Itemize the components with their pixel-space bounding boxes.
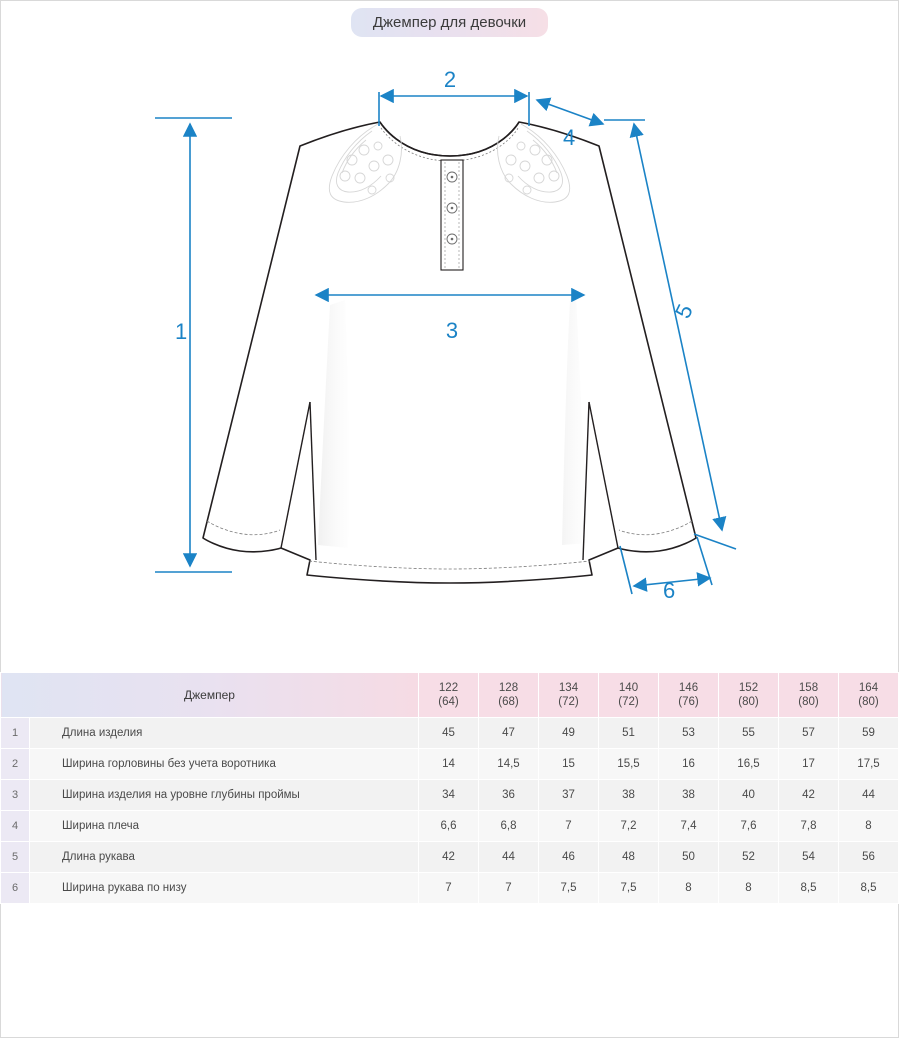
row-value: 8 bbox=[839, 811, 899, 842]
table-header-size-3: 140 (72) bbox=[599, 673, 659, 718]
row-value: 51 bbox=[599, 718, 659, 749]
row-value: 57 bbox=[779, 718, 839, 749]
row-label: Длина рукава bbox=[30, 842, 419, 873]
row-value: 50 bbox=[659, 842, 719, 873]
table-header-size-5: 152 (80) bbox=[719, 673, 779, 718]
table-header-size-7: 164 (80) bbox=[839, 673, 899, 718]
garment-shape bbox=[203, 122, 696, 583]
row-value: 38 bbox=[599, 780, 659, 811]
measurements-table bbox=[0, 672, 899, 904]
row-value: 7 bbox=[539, 811, 599, 842]
measure-label-3: 3 bbox=[445, 318, 459, 343]
row-value: 17 bbox=[779, 749, 839, 780]
row-value: 7,5 bbox=[599, 873, 659, 904]
row-value: 47 bbox=[479, 718, 539, 749]
row-value: 7 bbox=[479, 873, 539, 904]
row-label: Ширина изделия на уровне глубины проймы bbox=[30, 780, 419, 811]
table-header-name: Джемпер bbox=[1, 673, 419, 718]
row-value: 45 bbox=[419, 718, 479, 749]
row-value: 7,6 bbox=[719, 811, 779, 842]
table-header-size-4: 146 (76) bbox=[659, 673, 719, 718]
row-value: 56 bbox=[839, 842, 899, 873]
table-row bbox=[1, 718, 899, 749]
row-value: 46 bbox=[539, 842, 599, 873]
measure-label-2: 2 bbox=[443, 67, 457, 92]
row-value: 14 bbox=[419, 749, 479, 780]
row-value: 7,2 bbox=[599, 811, 659, 842]
row-number: 2 bbox=[1, 749, 30, 780]
table-row bbox=[1, 873, 899, 904]
row-value: 6,6 bbox=[419, 811, 479, 842]
row-number: 5 bbox=[1, 842, 30, 873]
row-value: 55 bbox=[719, 718, 779, 749]
table-header-size-1: 128 (68) bbox=[479, 673, 539, 718]
row-value: 48 bbox=[599, 842, 659, 873]
row-value: 16,5 bbox=[719, 749, 779, 780]
row-value: 38 bbox=[659, 780, 719, 811]
row-value: 36 bbox=[479, 780, 539, 811]
row-value: 53 bbox=[659, 718, 719, 749]
table-row bbox=[1, 780, 899, 811]
row-label: Длина изделия bbox=[30, 718, 419, 749]
row-label: Ширина плеча bbox=[30, 811, 419, 842]
row-value: 7,4 bbox=[659, 811, 719, 842]
row-value: 37 bbox=[539, 780, 599, 811]
row-value: 17,5 bbox=[839, 749, 899, 780]
row-value: 40 bbox=[719, 780, 779, 811]
row-value: 15 bbox=[539, 749, 599, 780]
row-value: 8 bbox=[659, 873, 719, 904]
row-value: 49 bbox=[539, 718, 599, 749]
row-value: 16 bbox=[659, 749, 719, 780]
table-row bbox=[1, 811, 899, 842]
table-row bbox=[1, 842, 899, 873]
page-title: Джемпер для девочки bbox=[351, 8, 548, 37]
row-value: 44 bbox=[479, 842, 539, 873]
row-value: 7 bbox=[419, 873, 479, 904]
table-header-size-6: 158 (80) bbox=[779, 673, 839, 718]
row-value: 7,5 bbox=[539, 873, 599, 904]
row-number: 3 bbox=[1, 780, 30, 811]
row-value: 8,5 bbox=[779, 873, 839, 904]
measure-label-1: 1 bbox=[175, 319, 188, 344]
row-value: 34 bbox=[419, 780, 479, 811]
row-number: 1 bbox=[1, 718, 30, 749]
row-number: 4 bbox=[1, 811, 30, 842]
measure-label-5: 5 bbox=[670, 300, 698, 323]
row-value: 42 bbox=[419, 842, 479, 873]
row-value: 52 bbox=[719, 842, 779, 873]
row-value: 59 bbox=[839, 718, 899, 749]
measure-label-4: 4 bbox=[563, 125, 576, 150]
row-value: 42 bbox=[779, 780, 839, 811]
table-header-size-2: 134 (72) bbox=[539, 673, 599, 718]
row-value: 44 bbox=[839, 780, 899, 811]
row-label: Ширина рукава по низу bbox=[30, 873, 419, 904]
row-label: Ширина горловины без учета воротника bbox=[30, 749, 419, 780]
table-row bbox=[1, 749, 899, 780]
row-number: 6 bbox=[1, 873, 30, 904]
table-header-size-0: 122 (64) bbox=[419, 673, 479, 718]
row-value: 15,5 bbox=[599, 749, 659, 780]
table-header-row bbox=[1, 673, 899, 718]
row-value: 14,5 bbox=[479, 749, 539, 780]
row-value: 8,5 bbox=[839, 873, 899, 904]
row-value: 6,8 bbox=[479, 811, 539, 842]
row-value: 8 bbox=[719, 873, 779, 904]
measure-label-6: 6 bbox=[663, 578, 676, 603]
row-value: 54 bbox=[779, 842, 839, 873]
row-value: 7,8 bbox=[779, 811, 839, 842]
